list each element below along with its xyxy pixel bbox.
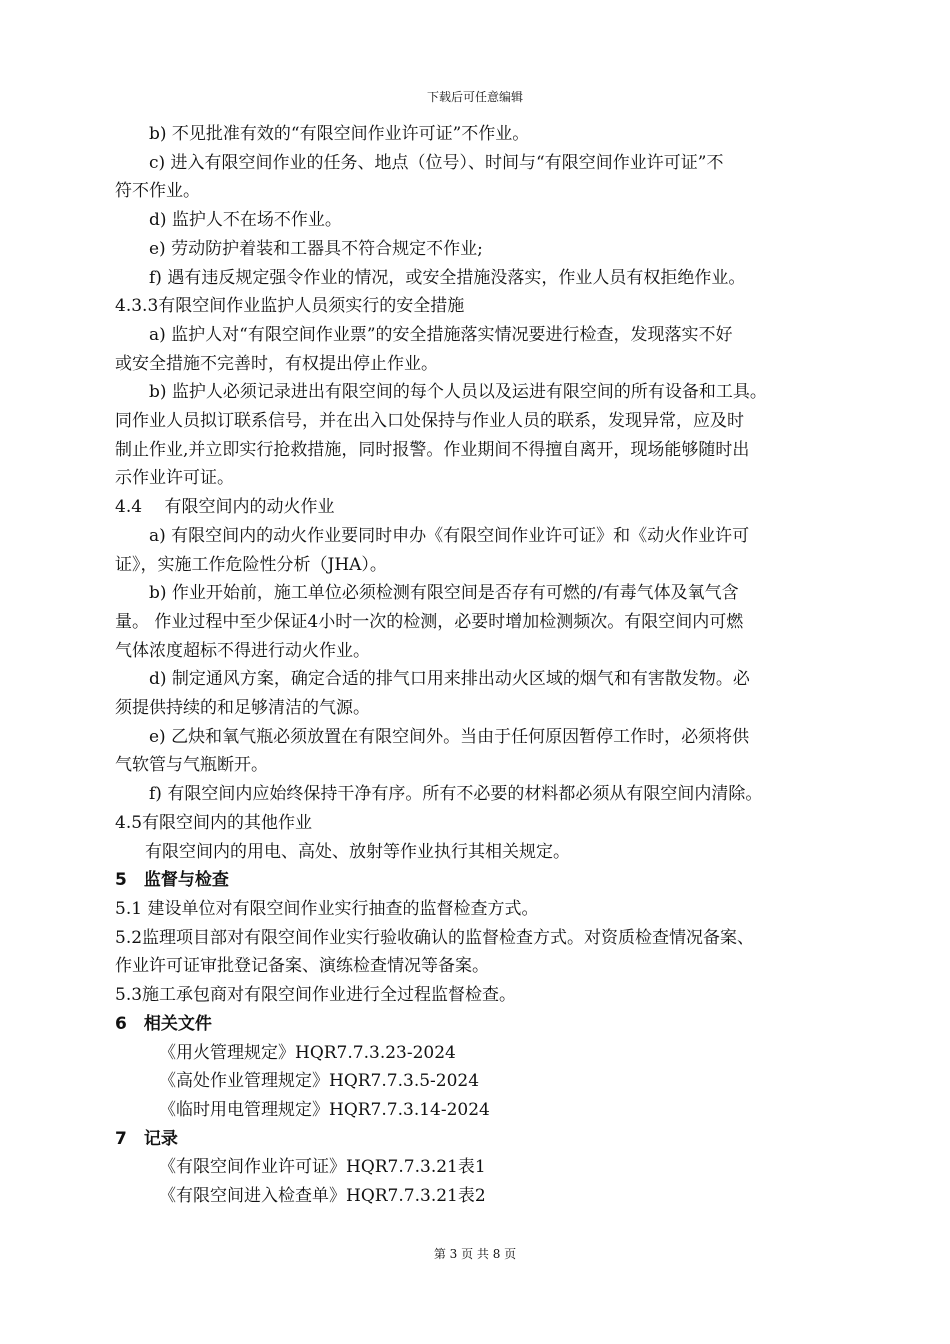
text-line: 4.4 有限空间内的动火作业: [115, 497, 335, 518]
text-line: 制止作业,并立即实行抢救措施，同时报警。作业期间不得擅自离开，现场能够随时出: [115, 439, 750, 460]
text-line: e) 劳动防护着装和工器具不符合规定不作业;: [149, 238, 483, 259]
text-line: 气软管与气瓶断开。: [115, 755, 268, 776]
text-line: 符不作业。: [115, 181, 200, 202]
text-line: b) 不见批准有效的“有限空间作业许可证”不作业。: [149, 124, 530, 144]
text-line: a) 监护人对“有限空间作业票”的安全措施落实情况要进行检查，发现落实不好: [149, 324, 733, 345]
text-line: b) 监护人必须记录进出有限空间的每个人员以及运进有限空间的所有设备和工具。: [149, 382, 767, 403]
section-heading: 5 监督与检查: [115, 870, 229, 891]
text-line: 《临时用电管理规定》HQR7.7.3.14-2024: [159, 1099, 490, 1120]
text-line: 须提供持续的和足够清洁的气源。: [115, 698, 370, 719]
text-line: d) 制定通风方案，确定合适的排气口用来排出动火区域的烟气和有害散发物。必: [149, 669, 750, 690]
text-line: 4.3.3有限空间作业监护人员须实行的安全措施: [115, 296, 465, 317]
text-line: f) 遇有违反规定强令作业的情况，或安全措施没落实，作业人员有权拒绝作业。: [149, 267, 746, 288]
document-body: [115, 120, 840, 1211]
text-line: 有限空间内的用电、高处、放射等作业执行其相关规定。: [145, 841, 570, 862]
text-line: 《高处作业管理规定》HQR7.7.3.5-2024: [159, 1071, 480, 1092]
text-line: b) 作业开始前，施工单位必须检测有限空间是否存有可燃的/有毒气体及氧气含: [149, 583, 739, 604]
text-line: 示作业许可证。: [115, 468, 234, 489]
text-line: 量。 作业过程中至少保证4小时一次的检测，必要时增加检测频次。有限空间内可燃: [115, 611, 744, 632]
text-line: 《有限空间进入检查单》HQR7.7.3.21表2: [159, 1186, 486, 1207]
page-header: 下载后可任意编辑: [426, 90, 523, 104]
text-line: c) 进入有限空间作业的任务、地点（位号）、时间与“有限空间作业许可证”不: [149, 152, 724, 173]
text-line: 4.5有限空间内的其他作业: [115, 812, 313, 833]
text-line: 同作业人员拟订联系信号，并在出入口处保持与作业人员的联系，发现异常，应及时: [115, 411, 744, 432]
section-heading: 7 记录: [115, 1128, 178, 1149]
text-line: f) 有限空间内应始终保持干净有序。所有不必要的材料都必须从有限空间内清除。: [149, 784, 763, 805]
page-footer: 第 3 页 共 8 页: [433, 1247, 517, 1261]
text-line: 作业许可证审批登记备案、演练检查情况等备案。: [115, 956, 489, 977]
text-line: 证》，实施工作危险性分析（JHA）。: [115, 554, 387, 575]
text-line: 5.3施工承包商对有限空间作业进行全过程监督检查。: [115, 985, 517, 1006]
text-line: 《用火管理规定》HQR7.7.3.23-2024: [159, 1042, 456, 1063]
section-heading: 6 相关文件: [115, 1013, 212, 1034]
text-line: 或安全措施不完善时，有权提出停止作业。: [115, 353, 438, 374]
text-line: 《有限空间作业许可证》HQR7.7.3.21表1: [159, 1157, 486, 1178]
text-line: 5.2监理项目部对有限空间作业实行验收确认的监督检查方式。对资质检查情况备案、: [115, 927, 755, 948]
text-line: d) 监护人不在场不作业。: [149, 210, 342, 231]
text-line: e) 乙炔和氧气瓶必须放置在有限空间外。当由于任何原因暂停工作时，必须将供: [149, 726, 750, 747]
text-line: 气体浓度超标不得进行动火作业。: [115, 640, 370, 661]
text-line: 5.1 建设单位对有限空间作业实行抽查的监督检查方式。: [115, 898, 539, 919]
text-line: a) 有限空间内的动火作业要同时申办《有限空间作业许可证》和《动火作业许可: [149, 525, 750, 546]
